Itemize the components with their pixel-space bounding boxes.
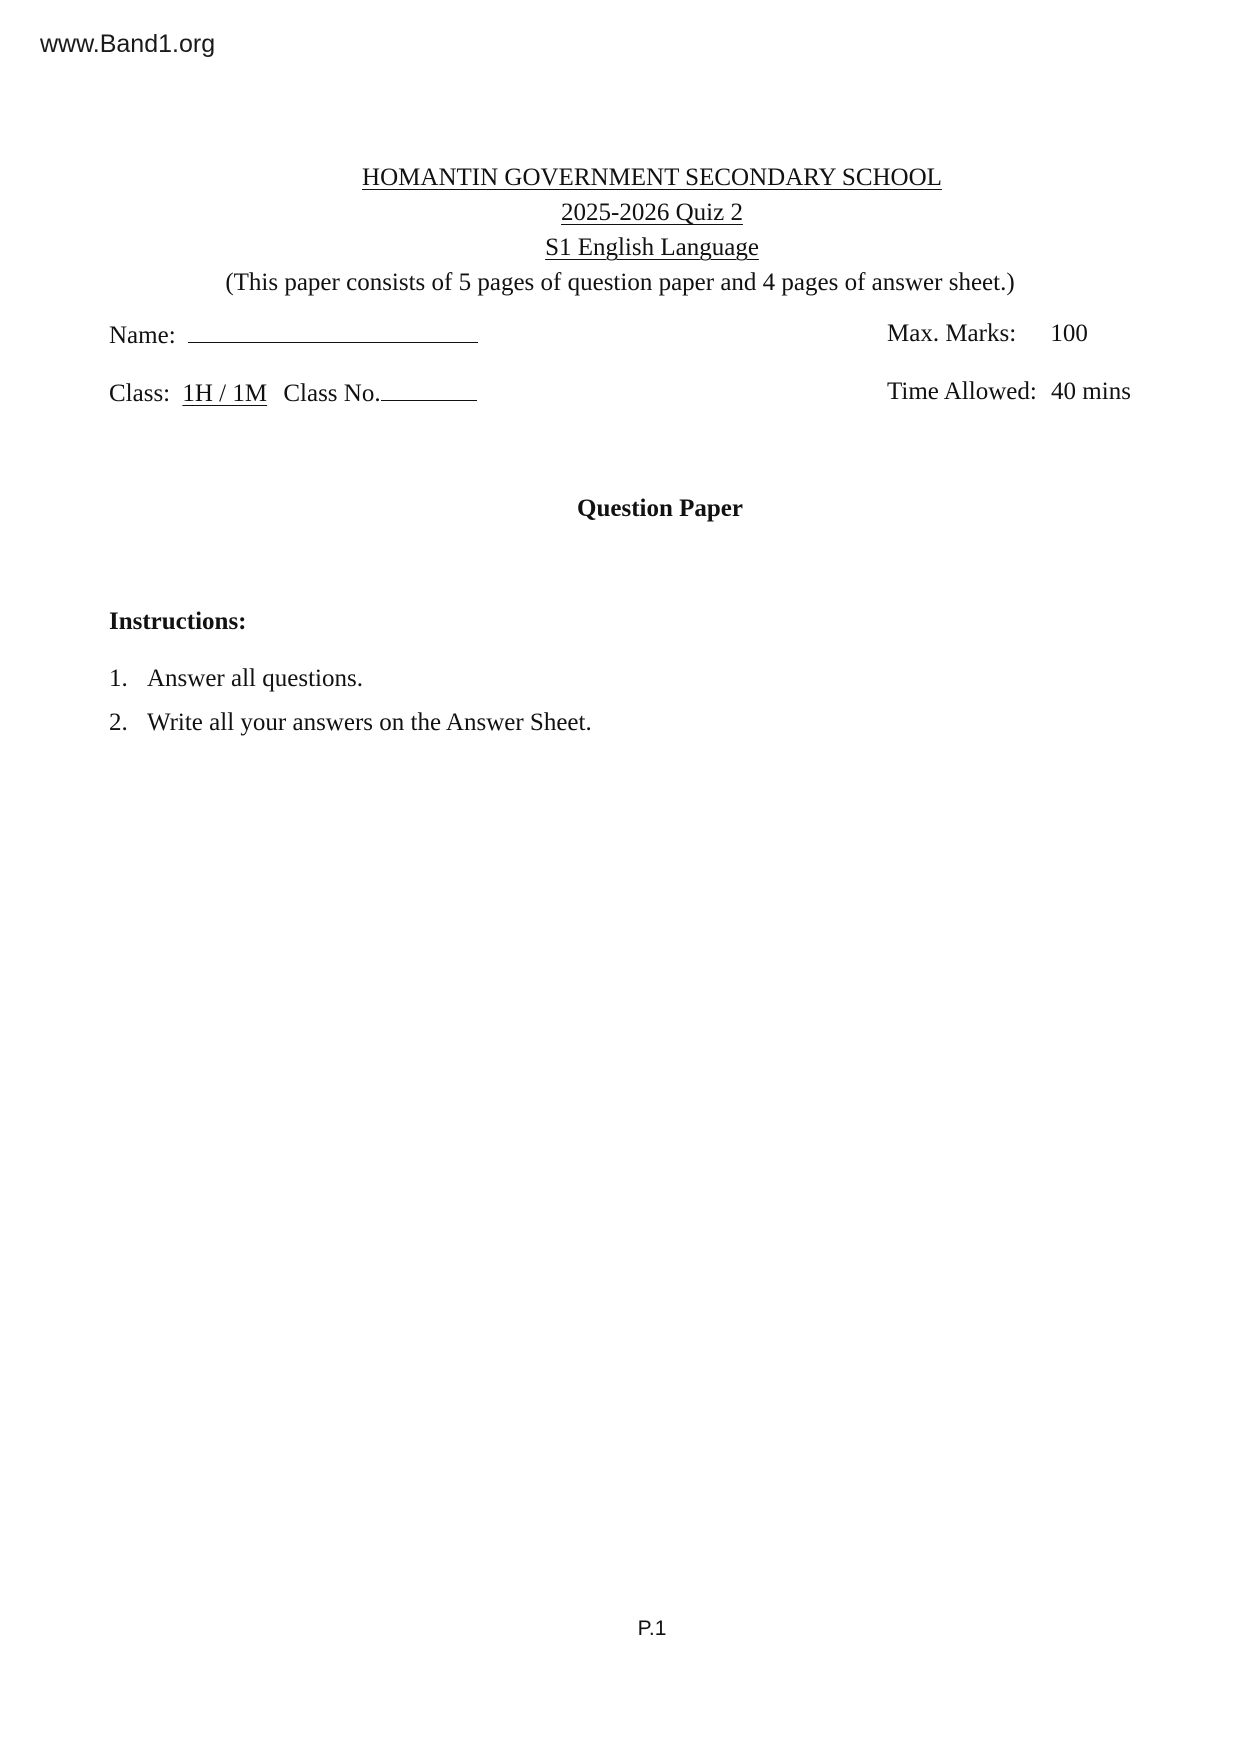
time-label: Time Allowed: — [887, 378, 1037, 405]
subject-title: S1 English Language — [545, 234, 759, 261]
instruction-item — [109, 709, 592, 753]
instruction-item — [109, 665, 592, 709]
paper-note: (This paper consists of 5 pages of question paper and 4 pages of answer sheet.) — [225, 269, 1015, 296]
name-blank[interactable] — [188, 320, 478, 343]
time-value: 40 mins — [1051, 378, 1131, 405]
max-marks — [887, 320, 1088, 348]
name-label: Name: — [109, 322, 176, 349]
watermark-url: www.Band1.org — [40, 30, 216, 58]
instruction-number: 2. — [109, 709, 128, 736]
max-marks-label: Max. Marks: — [887, 320, 1017, 347]
page-number: P.1 — [637, 1617, 667, 1640]
instruction-text: Answer all questions. — [147, 665, 363, 692]
max-marks-value: 100 — [1050, 320, 1088, 347]
class-no-label: Class No. — [283, 380, 381, 407]
section-title: Question Paper — [577, 495, 743, 522]
time-allowed — [887, 378, 1131, 406]
name-row — [109, 320, 478, 350]
class-label: Class: — [109, 380, 171, 407]
instructions-list — [109, 665, 592, 753]
class-row — [109, 378, 477, 408]
class-value: 1H / 1M — [182, 380, 268, 407]
instruction-text: Write all your answers on the Answer Sheet. — [147, 709, 592, 736]
exam-title: 2025-2026 Quiz 2 — [561, 199, 743, 226]
instructions-heading: Instructions: — [109, 608, 247, 635]
class-no-blank[interactable] — [381, 378, 477, 401]
paper-header — [0, 160, 1240, 300]
instruction-number: 1. — [109, 665, 128, 692]
school-name: HOMANTIN GOVERNMENT SECONDARY SCHOOL — [362, 164, 942, 191]
